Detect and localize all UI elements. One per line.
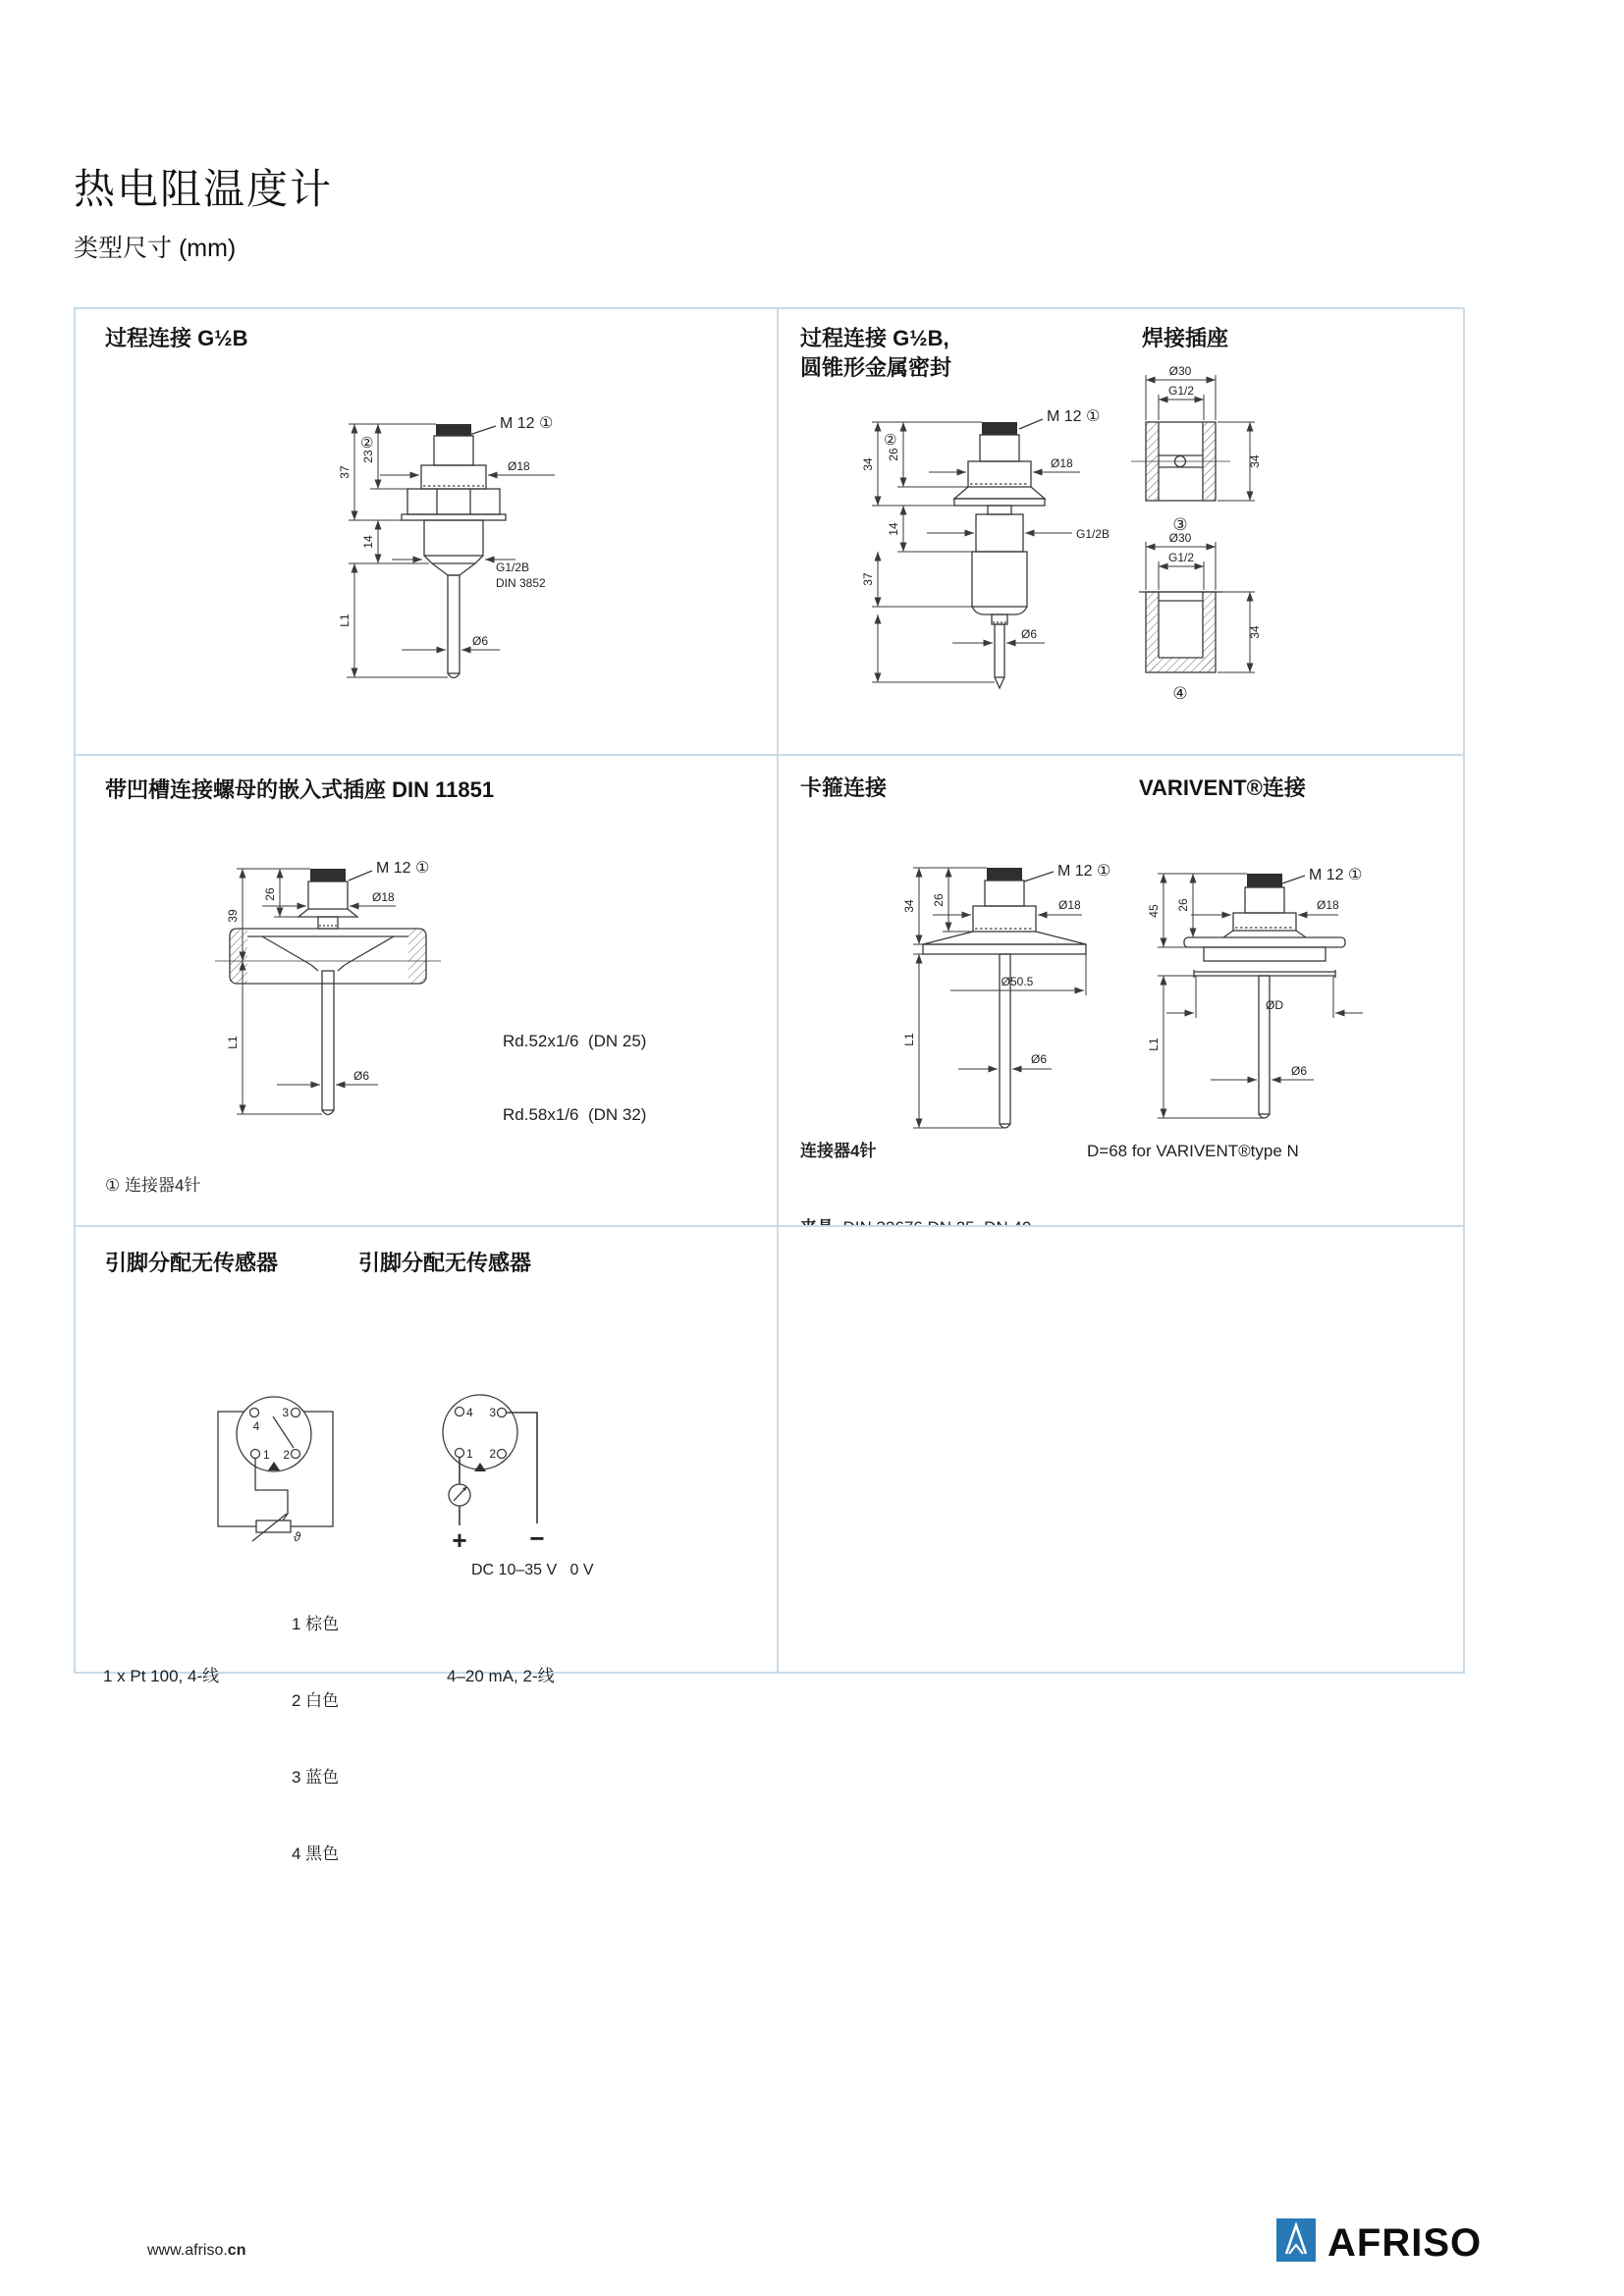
caption-pt100: 1 x Pt 100, 4-线 [103,1667,220,1685]
label-circ4: ④ [1172,684,1188,703]
dim-dia6: Ø6 [1031,1052,1048,1066]
rd-line1: Rd.52x1/6 (DN 25) [503,1032,647,1050]
dim-dia6: Ø6 [472,634,489,648]
pin-4: 4 [466,1406,473,1419]
dim-dia6: Ø6 [1021,627,1038,641]
dim-dia30: Ø30 [1168,364,1192,378]
pin-1: 1 [466,1447,473,1461]
socket-without-hole [1139,531,1262,703]
label-m12: M 12 ① [1047,408,1101,425]
afriso-logo-icon [1276,2218,1316,2262]
dim-dia505: Ø50.5 [1001,975,1034,988]
socket-with-hole [1131,364,1262,534]
panel-din11851 [74,754,779,1227]
footnote-1: ① 连接器4针 [105,1176,201,1195]
legend-3: 3 蓝色 [292,1768,340,1787]
rd-thread-sizes [503,980,646,1176]
dim-dia30: Ø30 [1168,531,1192,545]
dim-dia6: Ø6 [1291,1064,1308,1078]
dim-23: 23 [361,450,375,463]
dim-dia18: Ø18 [372,890,395,904]
drawing-din11851 [203,841,527,1175]
dim-37: 37 [338,465,352,479]
dim-l1: L1 [338,614,352,627]
panel-title-left: 引脚分配无传感器 [105,1251,279,1275]
dim-g12: G1/2 [1167,384,1195,398]
panel-pin-assignment [74,1225,779,1863]
theta-symbol: ϑ [294,1529,301,1544]
footer-url-prefix: www.afriso. [147,2242,228,2259]
pin-2: 2 [489,1447,496,1461]
drawing-sensor-g12b [243,395,596,689]
dim-dia6: Ø6 [353,1069,370,1083]
legend-2: 2 白色 [292,1691,340,1710]
pin-2: 2 [283,1448,290,1462]
dim-26: 26 [1176,898,1190,912]
dim-dia18: Ø18 [1317,898,1339,912]
panel-title-clamp: 卡箍连接 [800,775,888,800]
sensor-outline [215,869,441,1115]
panel-conical-seal [777,307,1465,756]
plus-terminal: + [452,1525,467,1555]
dim-14: 14 [887,522,900,536]
minus-terminal: − [529,1523,545,1553]
weld-socket-title: 焊接插座 [1142,326,1229,350]
dim-34: 34 [1248,454,1262,468]
label-m12: M 12 ① [376,860,430,877]
dim-26: 26 [932,893,946,907]
footer-url [147,2242,245,2260]
label-m12: M 12 ① [500,415,554,432]
sensor-outline [954,419,1045,688]
drawing-clamp [872,838,1166,1143]
label-thread: G1/2B [496,561,530,574]
panel-title-right: 引脚分配无传感器 [358,1251,532,1275]
label-thread: G1/2B [1076,527,1110,541]
dim-diaD: ØD [1266,998,1283,1012]
dim-14: 14 [361,535,375,549]
dim-dia18: Ø18 [508,459,530,473]
pin-3: 3 [282,1406,289,1419]
drawing-sensor-conical [833,386,1147,692]
page-title: 热电阻温度计 [74,166,334,212]
dim-l1: L1 [902,1033,916,1046]
panel-empty [777,1225,1465,1674]
note-varivent: D=68 for VARIVENT®type N [1087,1142,1299,1160]
legend-4: 4 黑色 [292,1844,340,1863]
dim-34: 34 [1248,625,1262,639]
panel-title [800,324,951,383]
dim-45: 45 [1147,904,1161,918]
label-circ3: ③ [1172,515,1188,534]
wire-color-legend [292,1561,339,1918]
dim-dia18: Ø18 [1051,456,1073,470]
pin-1: 1 [263,1448,270,1462]
panel-title-varivent: VARIVENT®连接 [1139,775,1306,800]
pin-4: 4 [252,1419,260,1433]
dim-39: 39 [226,909,240,923]
note-connector: 连接器4针 [800,1142,877,1160]
dim-37: 37 [861,572,875,586]
dim-26: 26 [263,887,277,901]
label-m12: M 12 ① [1309,867,1363,883]
label-circ2: ② [360,435,374,452]
label-din3852: DIN 3852 [496,576,546,590]
wiring-outline [218,1397,333,1541]
rd-line2: Rd.58x1/6 (DN 32) [503,1105,647,1124]
dim-34: 34 [861,457,875,471]
label-circ2: ② [884,432,897,449]
dim-l1: L1 [226,1036,240,1049]
caption-420ma: 4–20 mA, 2-线 [447,1667,555,1685]
label-m12: M 12 ① [1057,863,1111,880]
pin-3: 3 [489,1406,496,1419]
dim-l1: L1 [1147,1038,1161,1051]
sensor-outline [402,424,506,678]
page-subtitle: 类型尺寸 (mm) [74,235,237,262]
panel-title: 带凹槽连接螺母的嵌入式插座 DIN 11851 [105,777,495,802]
dim-34: 34 [902,899,916,913]
footer-url-suffix: cn [227,2242,246,2259]
panel-process-g12b [74,307,779,756]
panel-title: 过程连接 G½B [105,326,248,350]
panel-title-line2: 圆锥形金属密封 [800,355,952,380]
dim-g12: G1/2 [1167,551,1195,564]
panel-clamp-varivent [777,754,1465,1227]
drawing-weld-sockets [1110,353,1326,707]
supply-voltage-label: DC 10–35 V 0 V [471,1562,594,1578]
dim-dia18: Ø18 [1058,898,1081,912]
panel-title-line1: 过程连接 G½B, [800,326,949,350]
legend-1: 1 棕色 [292,1615,340,1633]
dim-26: 26 [887,448,900,461]
afriso-brand-text: AFRISO [1327,2221,1483,2265]
drawing-varivent [1142,836,1446,1141]
dimension-lines [237,869,396,1114]
